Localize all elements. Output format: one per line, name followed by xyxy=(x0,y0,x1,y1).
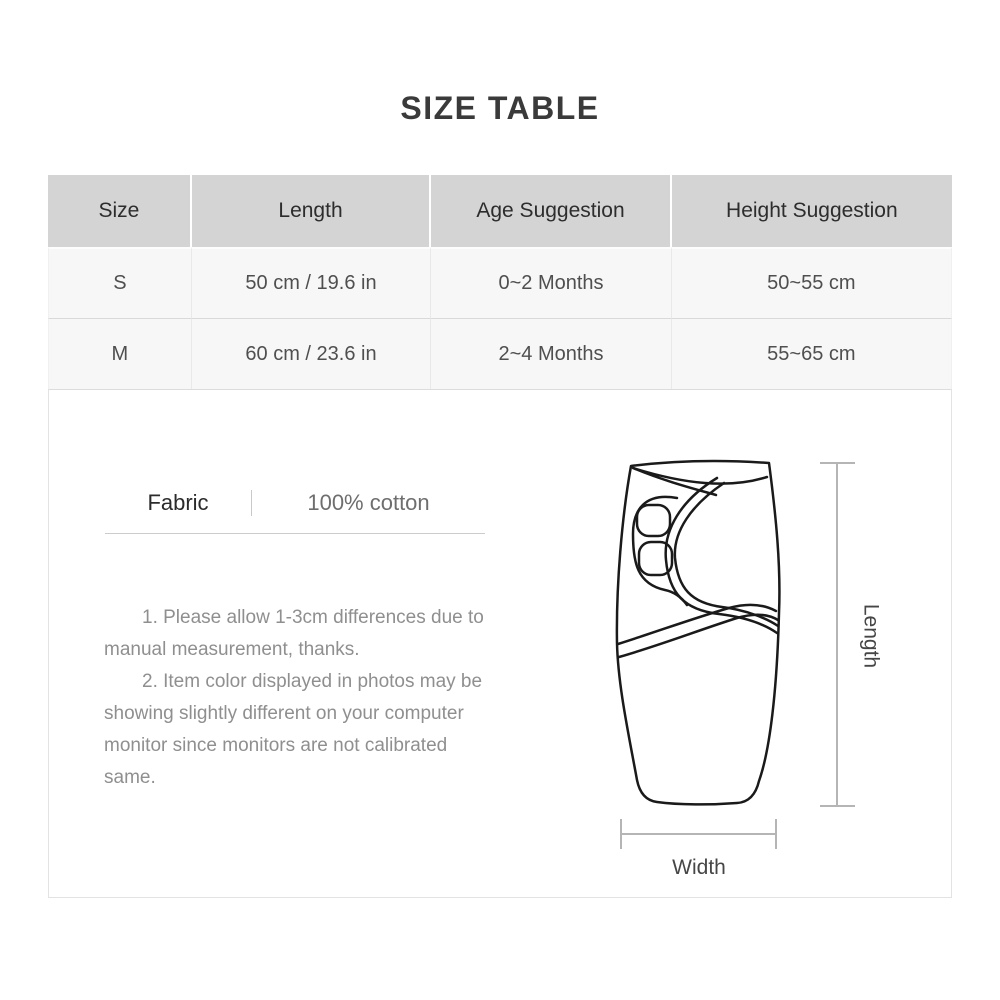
length-label: Length xyxy=(859,603,883,669)
length-measure-line xyxy=(820,463,855,806)
table-row xyxy=(48,318,952,389)
note-item: 1. Please allow 1-3cm differences due to manual measurement, thanks. xyxy=(104,607,484,660)
info-panel xyxy=(48,389,952,898)
width-label: Width xyxy=(672,856,726,878)
table-cell: 50 cm / 19.6 in xyxy=(192,247,432,318)
size-table-header-row xyxy=(48,175,952,247)
size-table-body xyxy=(48,247,952,389)
column-header: Height Suggestion xyxy=(672,175,952,247)
info-left-column xyxy=(49,390,589,897)
table-cell: M xyxy=(48,318,192,389)
page-title: SIZE TABLE xyxy=(400,90,600,126)
column-header: Size xyxy=(48,175,192,247)
column-header: Age Suggestion xyxy=(431,175,671,247)
fabric-value: 100% cotton xyxy=(307,490,430,515)
table-cell: 50~55 cm xyxy=(672,247,952,318)
fabric-row xyxy=(105,490,485,534)
notes-list xyxy=(104,602,502,794)
size-table xyxy=(48,175,952,389)
table-cell: 60 cm / 23.6 in xyxy=(192,318,432,389)
column-header: Length xyxy=(192,175,432,247)
table-cell: 55~65 cm xyxy=(672,318,952,389)
table-cell: 2~4 Months xyxy=(431,318,671,389)
table-cell: 0~2 Months xyxy=(431,247,671,318)
info-right-column xyxy=(589,390,951,897)
table-row xyxy=(48,247,952,318)
width-measure-line xyxy=(621,819,776,849)
swaddle-diagram xyxy=(589,438,909,878)
fabric-label: Fabric xyxy=(147,490,209,515)
swaddle-tab-1 xyxy=(637,505,670,536)
note-item: 2. Item color displayed in photos may be showing slightly different on your computer monitor since monitors are not calibrated same. xyxy=(104,671,483,788)
table-cell: S xyxy=(48,247,192,318)
